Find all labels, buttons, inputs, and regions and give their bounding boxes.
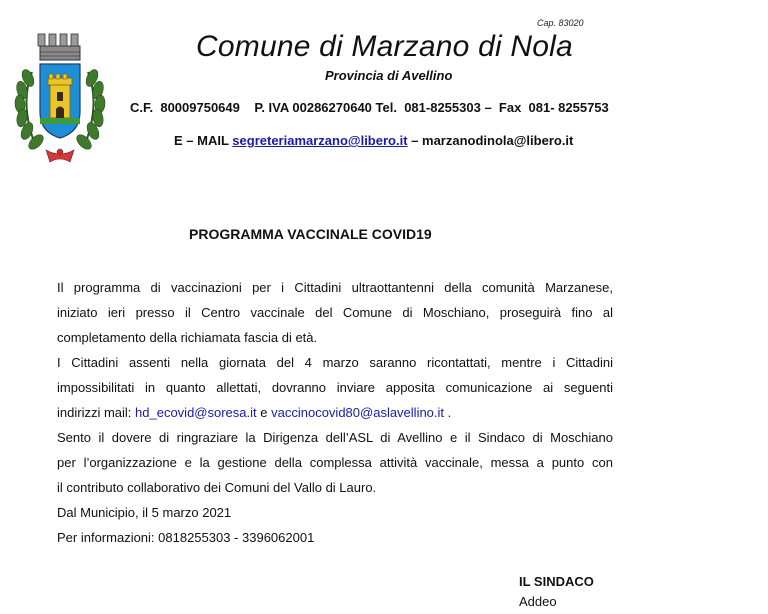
signature-name: Addeo xyxy=(519,594,557,609)
crown-icon xyxy=(38,34,80,60)
body-line-7: Sento il dovere di ringraziare la Dirigenza dell’ASL di Avellino e il Sindaco di Moschiano xyxy=(57,430,613,445)
ribbon-icon xyxy=(46,149,74,162)
document-title: PROGRAMMA VACCINALE COVID19 xyxy=(189,226,432,242)
mail-link-asl[interactable]: vaccinocovid80@aslavellino.it xyxy=(271,405,445,420)
body-line-4: I Cittadini assenti nella giornata del 4 marzo saranno ricontattati, mentre i Cittadini xyxy=(57,355,613,370)
province-label: Provincia di Avellino xyxy=(325,68,453,83)
municipality-title: Comune di Marzano di Nola xyxy=(196,30,573,63)
email-label: E – MAIL xyxy=(174,133,229,148)
email-secondary: marzanodinola@libero.it xyxy=(422,133,574,148)
body-line-3: completamento della richiamata fascia di età. xyxy=(57,330,318,345)
contact-line: Per informazioni: 0818255303 - 3396062001 xyxy=(57,530,315,545)
fiscal-code: C.F. 80009750649 xyxy=(130,100,240,115)
email-separator: – xyxy=(411,133,419,148)
body-line-5: impossibilitati in quanto allettati, dovranno inviare apposita comunicazione ai seguenti xyxy=(57,380,613,395)
body-line-9: il contributo collaborativo dei Comuni del Vallo di Lauro. xyxy=(57,480,377,495)
mail-intro: indirizzi mail: xyxy=(57,405,132,420)
mail-link-soresa[interactable]: hd_ecovid@soresa.it xyxy=(135,405,257,420)
vat-number: P. IVA 00286270640 xyxy=(254,100,372,115)
fiscal-info-line xyxy=(130,100,609,115)
fax-number: Fax 081- 8255753 xyxy=(498,100,609,115)
body-line-2: iniziato ieri presso il Centro vaccinale del Comune di Moschiano, proseguirà fino al xyxy=(57,305,613,320)
date-line: Dal Municipio, il 5 marzo 2021 xyxy=(57,505,232,520)
mail-conjunction: e xyxy=(260,405,268,420)
document-body xyxy=(57,275,613,550)
postal-code: Cap. 83020 xyxy=(537,18,584,28)
phone-number: Tel. 081-8255303 – xyxy=(375,100,492,115)
body-line-8: per l’organizzazione e la gestione della complessa attività vaccinale, messa a punto con xyxy=(57,455,613,470)
email-line xyxy=(174,133,573,148)
body-line-1: Il programma di vaccinazioni per i Cittadini ultraottantenni della comunità Marzanese, xyxy=(57,280,613,295)
mail-period: . xyxy=(447,405,452,420)
signature-title: IL SINDACO xyxy=(519,574,594,589)
email-primary-link[interactable]: segreteriamarzano@libero.it xyxy=(232,133,408,148)
body-line-6 xyxy=(57,400,613,425)
coat-of-arms-emblem xyxy=(12,32,108,172)
shield-icon xyxy=(40,64,80,138)
